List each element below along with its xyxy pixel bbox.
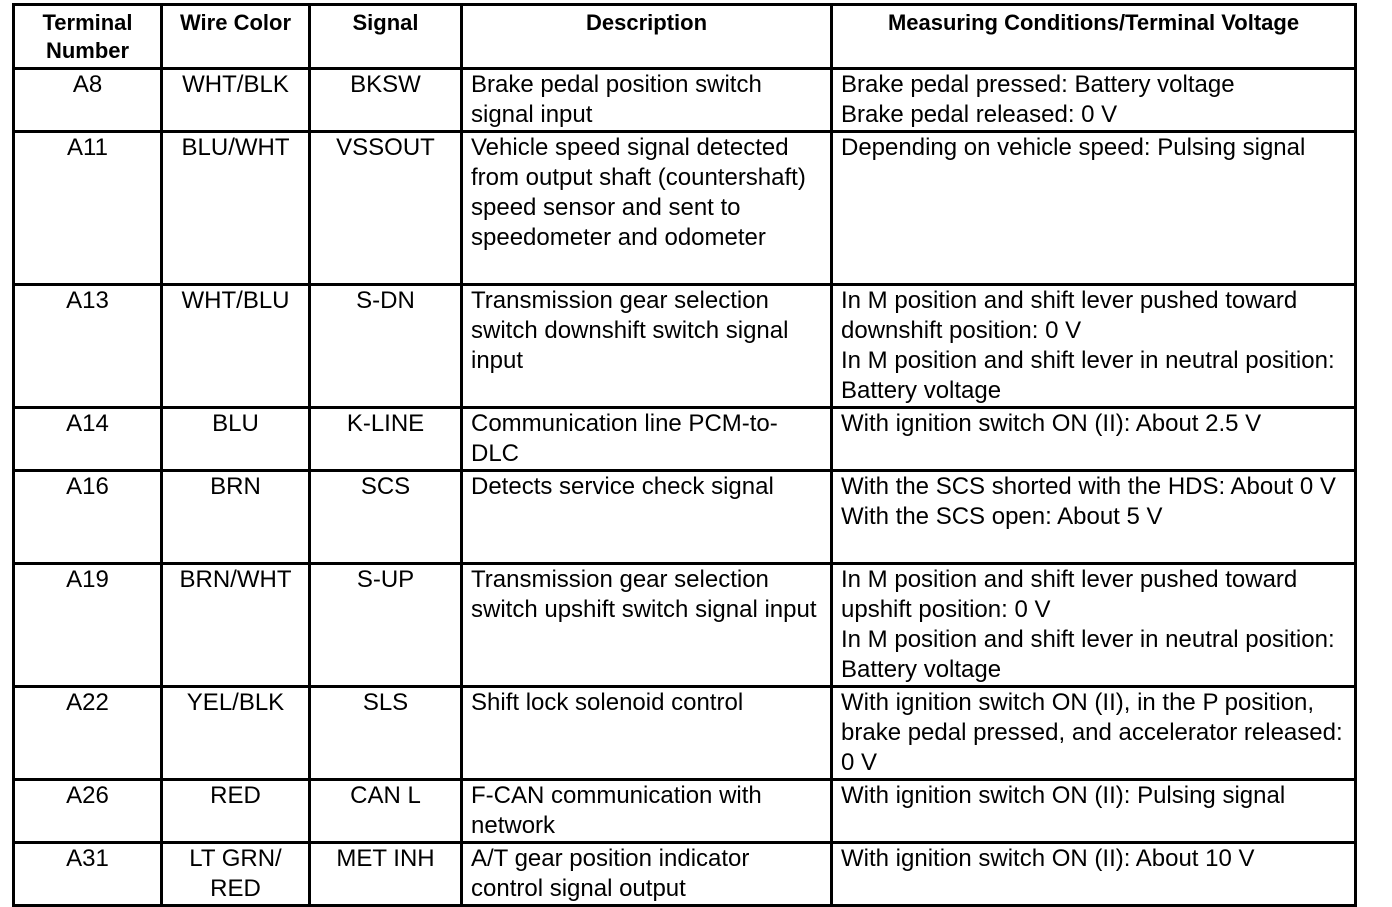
terminal-cell: A11 [14,132,162,285]
table-row [14,69,1356,132]
table-row [14,132,1356,285]
conditions-cell: With the SCS shorted with the HDS: About 0 V With the SCS open: About 5 V [832,471,1356,564]
table-row [14,843,1356,906]
terminal-cell: A16 [14,471,162,564]
wire-color-cell: BLU [162,408,310,471]
signal-cell: CAN L [310,780,462,843]
signal-cell: S-UP [310,564,462,687]
conditions-cell: With ignition switch ON (II): About 2.5 V [832,408,1356,471]
terminal-cell: A14 [14,408,162,471]
description-cell: Detects service check signal [462,471,832,564]
wire-color-cell: BRN [162,471,310,564]
signal-cell: VSSOUT [310,132,462,285]
description-cell: Brake pedal position switch signal input [462,69,832,132]
header-signal: Signal [310,5,462,69]
signal-cell: SCS [310,471,462,564]
wire-color-cell: BLU/WHT [162,132,310,285]
wire-color-cell: BRN/WHT [162,564,310,687]
header-description: Description [462,5,832,69]
wire-color-cell: YEL/BLK [162,687,310,780]
terminal-cell: A22 [14,687,162,780]
conditions-cell: With ignition switch ON (II): About 10 V [832,843,1356,906]
table-row [14,780,1356,843]
signal-cell: K-LINE [310,408,462,471]
conditions-cell: Depending on vehicle speed: Pulsing signal [832,132,1356,285]
conditions-cell: In M position and shift lever pushed toward downshift position: 0 V In M position and shift lever in neutral position: Battery voltage [832,285,1356,408]
wire-color-cell: LT GRN/ RED [162,843,310,906]
wire-color-cell: WHT/BLK [162,69,310,132]
signal-cell: SLS [310,687,462,780]
terminal-cell: A13 [14,285,162,408]
header-wire-color: Wire Color [162,5,310,69]
terminal-cell: A8 [14,69,162,132]
table-row [14,687,1356,780]
header-measuring-conditions: Measuring Conditions/Terminal Voltage [832,5,1356,69]
header-terminal-number: Terminal Number [14,5,162,69]
table-row [14,408,1356,471]
wire-color-cell: WHT/BLU [162,285,310,408]
description-cell: Transmission gear selection switch upshift switch signal input [462,564,832,687]
terminal-table [12,3,1357,907]
description-cell: Transmission gear selection switch downshift switch signal input [462,285,832,408]
terminal-cell: A26 [14,780,162,843]
conditions-cell: In M position and shift lever pushed toward upshift position: 0 V In M position and shift lever in neutral position: Battery voltage [832,564,1356,687]
description-cell: F-CAN communication with network [462,780,832,843]
header-row [14,5,1356,69]
conditions-cell: With ignition switch ON (II): Pulsing signal [832,780,1356,843]
description-cell: A/T gear position indicator control signal output [462,843,832,906]
signal-cell: BKSW [310,69,462,132]
table-row [14,471,1356,564]
terminal-cell: A31 [14,843,162,906]
conditions-cell: With ignition switch ON (II), in the P position, brake pedal pressed, and accelerator released: 0 V [832,687,1356,780]
description-cell: Communication line PCM-to-DLC [462,408,832,471]
wire-color-cell: RED [162,780,310,843]
conditions-cell: Brake pedal pressed: Battery voltage Brake pedal released: 0 V [832,69,1356,132]
signal-cell: MET INH [310,843,462,906]
table-row [14,285,1356,408]
table-row [14,564,1356,687]
description-cell: Shift lock solenoid control [462,687,832,780]
description-cell: Vehicle speed signal detected from output shaft (countershaft) speed sensor and sent to speedometer and odometer [462,132,832,285]
terminal-cell: A19 [14,564,162,687]
signal-cell: S-DN [310,285,462,408]
